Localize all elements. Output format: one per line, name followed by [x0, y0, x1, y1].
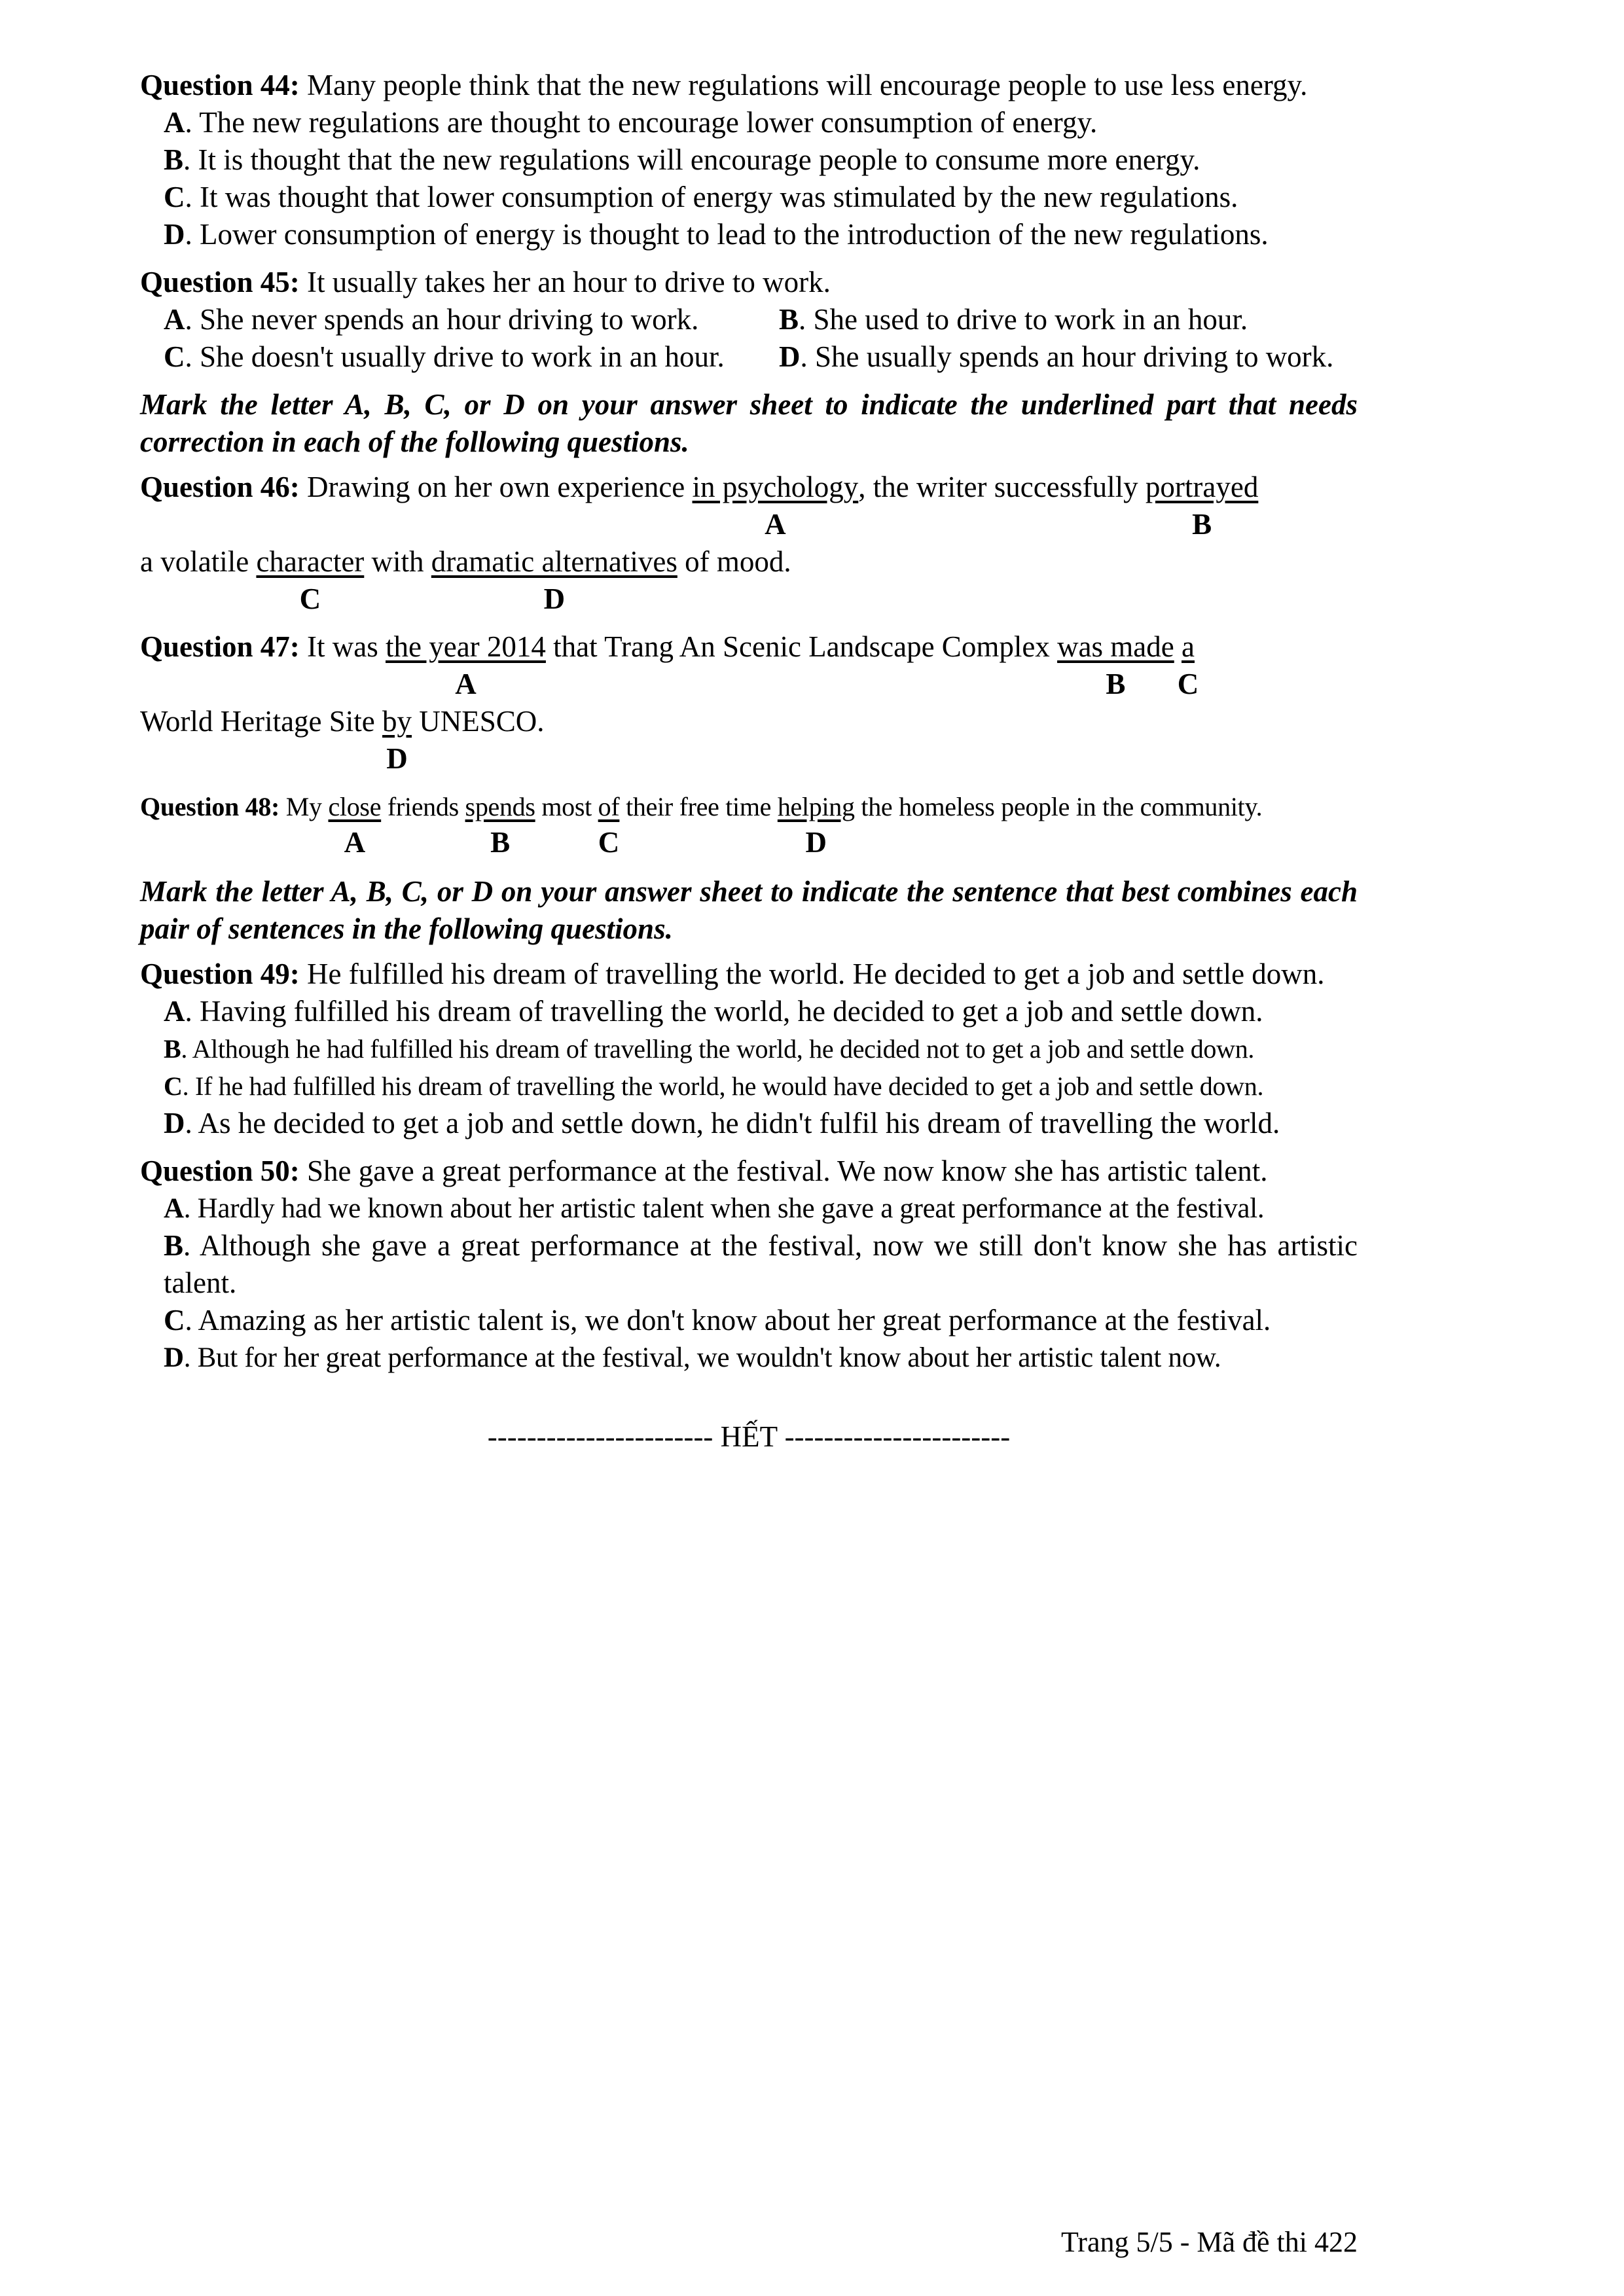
page-footer: Trang 5/5 - Mã đề thi 422	[1060, 2226, 1358, 2258]
text-segment: the homeless people in the community.	[854, 792, 1263, 821]
option-separator: .	[185, 303, 200, 336]
option-letter: B	[164, 143, 184, 176]
question-text: She gave a great performance at the festival. We now know she has artistic talent.	[307, 1155, 1268, 1187]
question-number: Question 46:	[140, 471, 300, 503]
question-stem	[140, 264, 1358, 301]
section-instruction: Mark the letter A, B, C, or D on your answer sheet to indicate the underlined part that needs correction in each of the following questions.	[140, 388, 1358, 458]
text-segment: friends	[381, 792, 465, 821]
underlined-text: a	[1182, 630, 1195, 663]
option-letter: D	[164, 1342, 184, 1373]
option-letter: D	[164, 218, 185, 251]
option-letter: C	[164, 1071, 183, 1101]
text-segment: with	[364, 545, 431, 578]
option-letter: B	[164, 1034, 181, 1064]
underlined-text: was made	[1057, 630, 1174, 663]
option-text: She doesn't usually drive to work in an hour.	[200, 340, 725, 373]
text-segment: of mood.	[677, 545, 791, 578]
option-text: Although she gave a great performance at the festival, now we still don't know she has artistic talent.	[164, 1229, 1358, 1299]
option-letter: D	[779, 340, 801, 373]
option-letter: A	[164, 106, 185, 139]
question-stem	[140, 67, 1358, 104]
option-c	[164, 338, 779, 376]
underline-line	[140, 628, 1358, 700]
option-text: Having fulfilled his dream of travelling the world, he decided to get a job and settle down.	[200, 995, 1263, 1028]
option-letter: B	[779, 303, 799, 336]
question-text: Many people think that the new regulations will encourage people to use less energy.	[307, 69, 1308, 101]
section-instruction: Mark the letter A, B, C, or D on your answer sheet to indicate the sentence that best combines each pair of sentences in the following questions.	[140, 875, 1358, 945]
option-separator: .	[185, 106, 200, 139]
underlined-text: close	[328, 792, 382, 821]
question-block	[140, 469, 1358, 619]
error-option-letter: A	[765, 508, 786, 541]
error-option-letter: A	[344, 826, 366, 859]
question-number: Question 48:	[140, 792, 280, 821]
option-separator: .	[799, 303, 814, 336]
underlined-text: spends	[465, 792, 535, 821]
question-block	[140, 264, 1358, 377]
option-letter: A	[164, 995, 185, 1028]
option-text: She never spends an hour driving to work.	[200, 303, 699, 336]
option-separator: .	[185, 181, 200, 213]
question-block	[140, 67, 1358, 255]
option-letter: A	[164, 1193, 184, 1224]
option-b	[779, 301, 1358, 338]
options-list	[140, 104, 1358, 253]
underlined-text: character	[256, 545, 365, 578]
underline-line	[140, 788, 1358, 859]
option-d	[164, 1339, 1358, 1376]
option-letter: B	[164, 1229, 184, 1262]
question-number: Question 50:	[140, 1155, 300, 1187]
text-segment: World Heritage Site	[140, 705, 383, 738]
underlined-text: in psychology	[692, 471, 859, 503]
question-block	[140, 956, 1358, 1143]
underlined-segment	[1177, 630, 1199, 700]
text-segment: their free time	[619, 792, 778, 821]
underlined-segment	[692, 471, 859, 541]
option-d	[164, 216, 1358, 253]
option-c	[164, 179, 1358, 216]
question-block	[140, 628, 1358, 779]
option-text: Amazing as her artistic talent is, we don't know about her great performance at the festival.	[198, 1304, 1271, 1336]
error-option-letter: D	[543, 583, 566, 615]
underlined-segment	[598, 792, 620, 859]
underlined-segment	[328, 792, 382, 859]
option-separator: .	[183, 143, 198, 176]
underlined-segment	[386, 630, 546, 700]
underlined-text: by	[382, 705, 412, 738]
option-text: She used to drive to work in an hour.	[813, 303, 1248, 336]
option-separator: .	[185, 218, 200, 251]
option-text: The new regulations are thought to encourage lower consumption of energy.	[199, 106, 1098, 139]
question-block	[140, 1153, 1358, 1378]
underlined-segment	[777, 792, 855, 859]
question-text: It usually takes her an hour to drive to work.	[307, 266, 831, 298]
error-option-letter: B	[490, 826, 511, 859]
text-segment: UNESCO.	[412, 705, 545, 738]
underlined-segment	[256, 545, 365, 615]
option-letter: C	[164, 340, 185, 373]
underlined-text: the year 2014	[386, 630, 546, 663]
question-number: Question 47:	[140, 630, 300, 663]
option-b	[164, 1227, 1358, 1302]
error-option-letter: D	[805, 826, 827, 859]
option-d	[779, 338, 1358, 376]
option-separator: .	[185, 1107, 198, 1139]
option-c	[164, 1302, 1358, 1339]
option-separator: .	[185, 1304, 198, 1336]
error-option-letter: C	[1177, 668, 1199, 700]
error-option-letter: D	[386, 742, 408, 775]
option-text: As he decided to get a job and settle down, he didn't fulfil his dream of travelling the world.	[198, 1107, 1280, 1139]
error-option-letter: B	[1106, 668, 1126, 700]
option-separator: .	[183, 1342, 198, 1373]
text-segment: My	[280, 792, 329, 821]
text-segment: , the writer successfully	[858, 471, 1146, 503]
underlined-text: dramatic alternatives	[431, 545, 677, 578]
options-list	[140, 993, 1358, 1142]
option-a	[164, 993, 1358, 1030]
option-letter: D	[164, 1107, 185, 1139]
question-text: He fulfilled his dream of travelling the world. He decided to get a job and settle down.	[307, 958, 1325, 990]
option-text: Hardly had we known about her artistic talent when she gave a great performance at the festival.	[197, 1193, 1265, 1224]
option-text: Lower consumption of energy is thought to lead to the introduction of the new regulations.	[200, 218, 1269, 251]
text-segment: It was	[299, 630, 386, 663]
option-separator: .	[182, 1071, 195, 1101]
text-segment: that Trang An Scenic Landscape Complex	[545, 630, 1058, 663]
underline-line	[140, 543, 1358, 615]
option-separator: .	[185, 340, 200, 373]
end-marker: ----------------------- HẾT -----------------------	[487, 1420, 1011, 1453]
option-separator: .	[181, 1034, 192, 1064]
question-number: Question 45:	[140, 266, 300, 298]
option-text: Although he had fulfilled his dream of travelling the world, he decided not to get a job and settle down.	[192, 1034, 1255, 1064]
option-b	[164, 141, 1358, 179]
option-b	[164, 1030, 1358, 1067]
option-letter: A	[164, 303, 185, 336]
underlined-segment	[1145, 471, 1259, 541]
option-letter: C	[164, 181, 185, 213]
text-segment: most	[535, 792, 598, 821]
option-d	[164, 1105, 1358, 1142]
question-number: Question 44:	[140, 69, 300, 101]
option-separator: .	[185, 995, 200, 1028]
underlined-segment	[431, 545, 677, 615]
options-list	[164, 301, 1358, 376]
option-text: It is thought that the new regulations will encourage people to consume more energy.	[198, 143, 1200, 176]
question-stem	[140, 956, 1358, 993]
underline-line	[140, 703, 1358, 775]
text-segment: a volatile	[140, 545, 257, 578]
question-block	[140, 788, 1358, 864]
error-option-letter: C	[598, 826, 620, 859]
error-option-letter: B	[1192, 508, 1212, 541]
option-a	[164, 301, 779, 338]
question-number: Question 49:	[140, 958, 300, 990]
option-separator: .	[183, 1193, 198, 1224]
underlined-text: portrayed	[1145, 471, 1259, 503]
underlined-text: helping	[777, 792, 855, 821]
option-a	[164, 104, 1358, 141]
option-text: She usually spends an hour driving to work.	[815, 340, 1334, 373]
underlined-segment	[382, 705, 412, 775]
underline-line	[140, 469, 1358, 541]
error-option-letter: A	[455, 668, 477, 700]
error-option-letter: C	[299, 583, 321, 615]
option-text: But for her great performance at the festival, we wouldn't know about her artistic talent now.	[197, 1342, 1221, 1373]
underlined-text: of	[598, 792, 620, 821]
text-segment: Drawing on her own experience	[299, 471, 693, 503]
underlined-segment	[1057, 630, 1174, 700]
option-c	[164, 1067, 1358, 1105]
option-separator: .	[800, 340, 815, 373]
option-a	[164, 1190, 1358, 1227]
question-stem	[140, 1153, 1358, 1190]
option-letter: C	[164, 1304, 185, 1336]
option-text: If he had fulfilled his dream of travelling the world, he would have decided to get a job and settle down.	[195, 1071, 1264, 1101]
option-separator: .	[183, 1229, 200, 1262]
underlined-segment	[465, 792, 535, 859]
content	[140, 67, 1358, 1378]
option-text: It was thought that lower consumption of energy was stimulated by the new regulations.	[200, 181, 1238, 213]
text-segment	[1174, 630, 1182, 663]
options-list	[140, 1190, 1358, 1376]
